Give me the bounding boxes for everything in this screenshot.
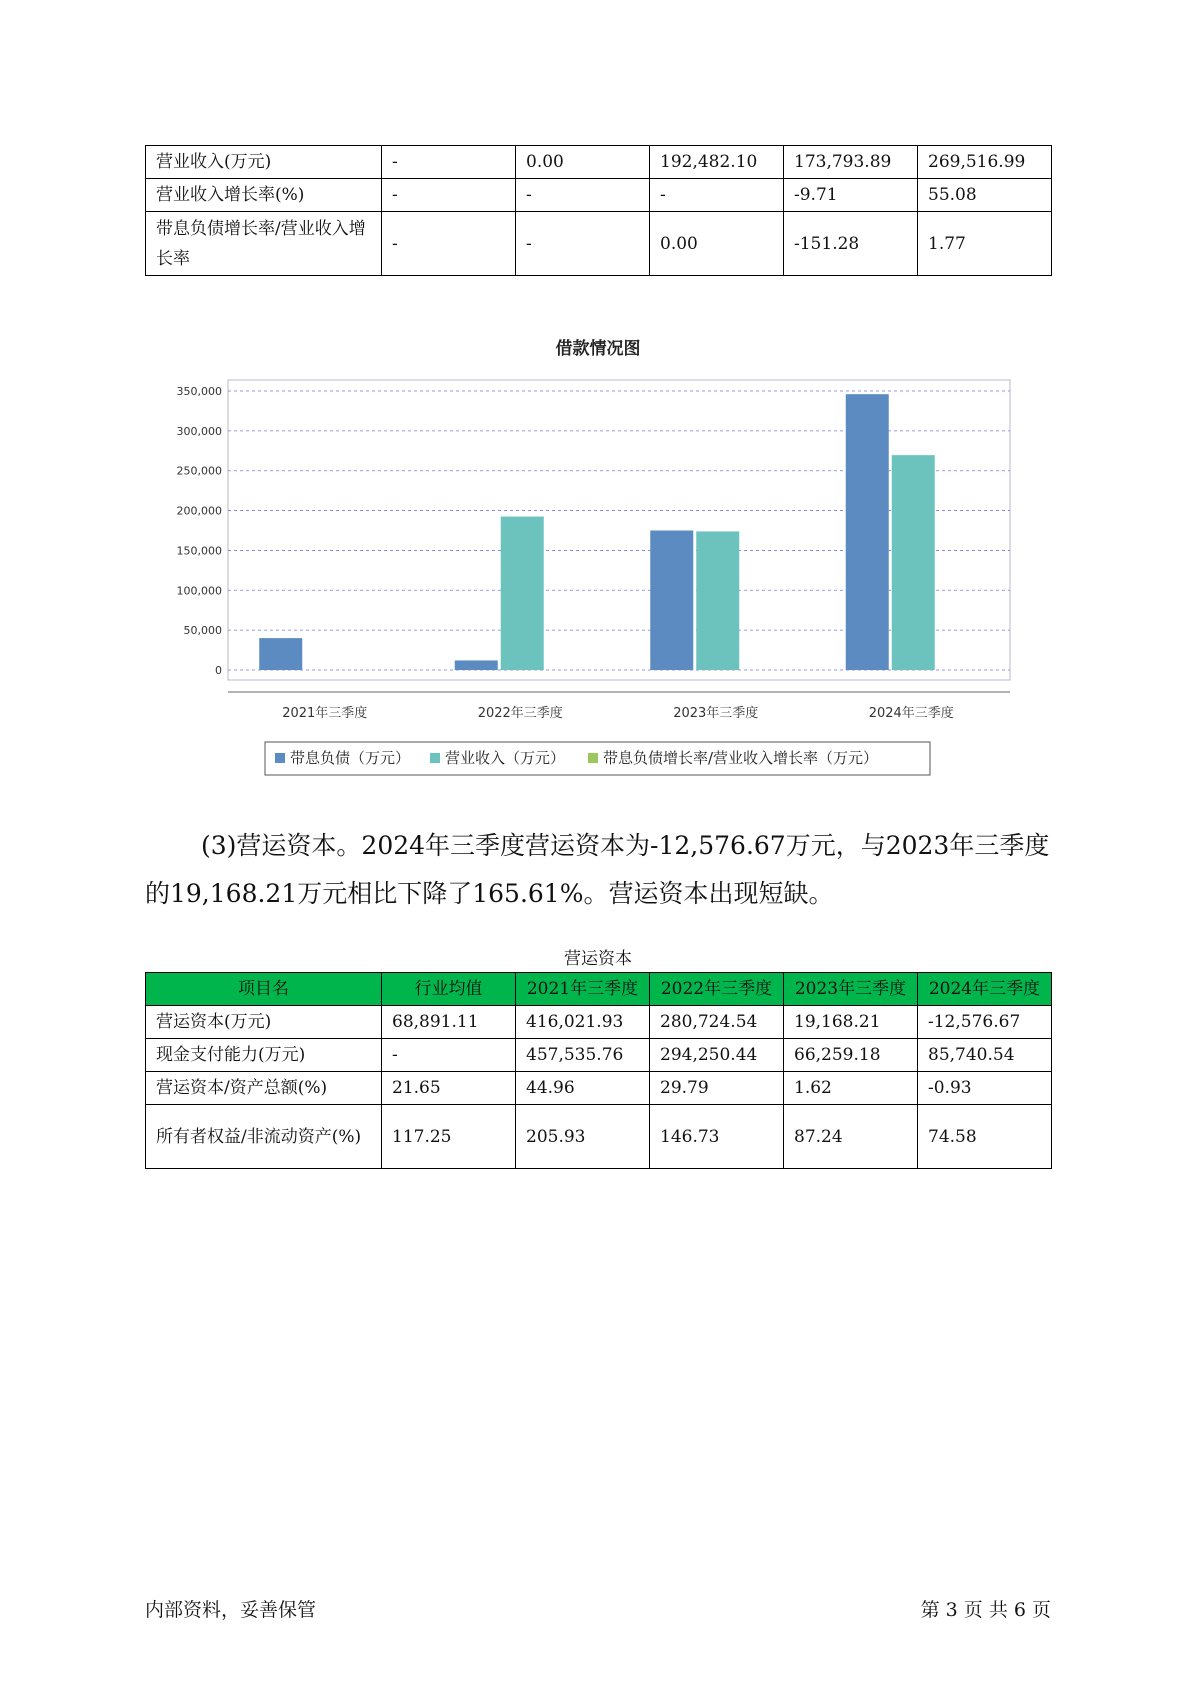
- table-cell: -: [650, 179, 784, 212]
- bar: [259, 638, 302, 670]
- legend-label: 营业收入（万元）: [445, 749, 566, 767]
- table-cell: 205.93: [516, 1105, 650, 1169]
- table-cell: 55.08: [918, 179, 1052, 212]
- legend-label: 带息负债（万元）: [290, 749, 411, 767]
- table-cell: 21.65: [382, 1072, 516, 1105]
- table-cell: 29.79: [650, 1072, 784, 1105]
- summary-table: [145, 145, 1052, 276]
- table-row: [146, 146, 1052, 179]
- table-cell: -: [516, 212, 650, 276]
- table-row: [146, 1039, 1052, 1072]
- table-row: [146, 1072, 1052, 1105]
- table-row: [146, 179, 1052, 212]
- column-header: 项目名: [146, 973, 382, 1006]
- x-tick-label: 2022年三季度: [477, 706, 563, 721]
- table-cell: -151.28: [784, 212, 918, 276]
- x-tick-label: 2023年三季度: [673, 706, 759, 721]
- table-cell: -: [382, 146, 516, 179]
- table-cell: 营运资本/资产总额(%): [146, 1072, 382, 1105]
- bar: [846, 394, 889, 670]
- table-cell: 269,516.99: [918, 146, 1052, 179]
- paragraph-text: (3)营运资本。2024年三季度营运资本为-12,576.67万元，与2023年三季度的19,168.21万元相比下降了165.61%。营运资本出现短缺。: [145, 831, 1050, 908]
- table-caption: 营运资本: [564, 949, 632, 969]
- column-header: 行业均值: [382, 973, 516, 1006]
- table-cell: 66,259.18: [784, 1039, 918, 1072]
- bar: [892, 455, 935, 670]
- bar: [455, 660, 498, 670]
- table-cell: 87.24: [784, 1105, 918, 1169]
- table-cell: 0.00: [650, 212, 784, 276]
- column-header: 2024年三季度: [918, 973, 1052, 1006]
- chart-title: 借款情况图: [555, 339, 641, 359]
- y-tick-label: 350,000: [176, 385, 222, 398]
- legend-swatch: [275, 753, 285, 763]
- legend-swatch: [588, 753, 598, 763]
- table-cell: 173,793.89: [784, 146, 918, 179]
- table-header-row: [146, 973, 1052, 1006]
- table-cell: 85,740.54: [918, 1039, 1052, 1072]
- table-cell: 280,724.54: [650, 1006, 784, 1039]
- x-tick-label: 2021年三季度: [282, 706, 368, 721]
- y-tick-label: 150,000: [176, 544, 222, 558]
- table-cell: -: [516, 179, 650, 212]
- table-cell: 0.00: [516, 146, 650, 179]
- table-cell: 146.73: [650, 1105, 784, 1169]
- table-cell: 现金支付能力(万元): [146, 1039, 382, 1072]
- table-cell: -9.71: [784, 179, 918, 212]
- working-capital-table: [145, 972, 1052, 1169]
- table-cell: 1.77: [918, 212, 1052, 276]
- loan-chart: [145, 330, 1051, 780]
- y-tick-label: 250,000: [176, 464, 222, 478]
- bar: [650, 531, 693, 671]
- y-tick-label: 200,000: [176, 504, 222, 518]
- table-cell: 1.62: [784, 1072, 918, 1105]
- y-tick-label: 300,000: [176, 424, 222, 438]
- table-cell: 457,535.76: [516, 1039, 650, 1072]
- table-cell: 44.96: [516, 1072, 650, 1105]
- table-cell: 192,482.10: [650, 146, 784, 179]
- x-tick-label: 2024年三季度: [868, 706, 954, 721]
- table-cell: 营业收入增长率(%): [146, 179, 382, 212]
- table-row: [146, 212, 1052, 276]
- legend-label: 带息负债增长率/营业收入增长率（万元）: [603, 749, 879, 767]
- table-cell: -12,576.67: [918, 1006, 1052, 1039]
- bar-chart: [145, 330, 1051, 780]
- bar: [696, 531, 739, 670]
- table-cell: 所有者权益/非流动资产(%): [146, 1105, 382, 1169]
- y-tick-label: 100,000: [176, 584, 222, 598]
- table-cell: -: [382, 212, 516, 276]
- table-cell: 74.58: [918, 1105, 1052, 1169]
- table-cell: 117.25: [382, 1105, 516, 1169]
- table-cell: 营业收入(万元): [146, 146, 382, 179]
- y-tick-label: 50,000: [183, 624, 222, 638]
- column-header: 2021年三季度: [516, 973, 650, 1006]
- column-header: 2023年三季度: [784, 973, 918, 1006]
- table-cell: -0.93: [918, 1072, 1052, 1105]
- table-cell: -: [382, 1039, 516, 1072]
- table-cell: 营运资本(万元): [146, 1006, 382, 1039]
- working-capital-paragraph: [145, 822, 1060, 918]
- table-cell: 带息负债增长率/营业收入增长率: [146, 212, 382, 276]
- table-cell: 68,891.11: [382, 1006, 516, 1039]
- table-cell: -: [382, 179, 516, 212]
- table-cell: 19,168.21: [784, 1006, 918, 1039]
- y-tick-label: 0: [215, 664, 222, 677]
- table-row: [146, 1006, 1052, 1039]
- table-cell: 294,250.44: [650, 1039, 784, 1072]
- bar: [501, 517, 544, 670]
- column-header: 2022年三季度: [650, 973, 784, 1006]
- legend-swatch: [430, 753, 440, 763]
- page-number: 第 3 页 共 6 页: [920, 1599, 1051, 1621]
- table-cell: 416,021.93: [516, 1006, 650, 1039]
- footer-note: 内部资料，妥善保管: [145, 1599, 317, 1621]
- table-row: [146, 1105, 1052, 1169]
